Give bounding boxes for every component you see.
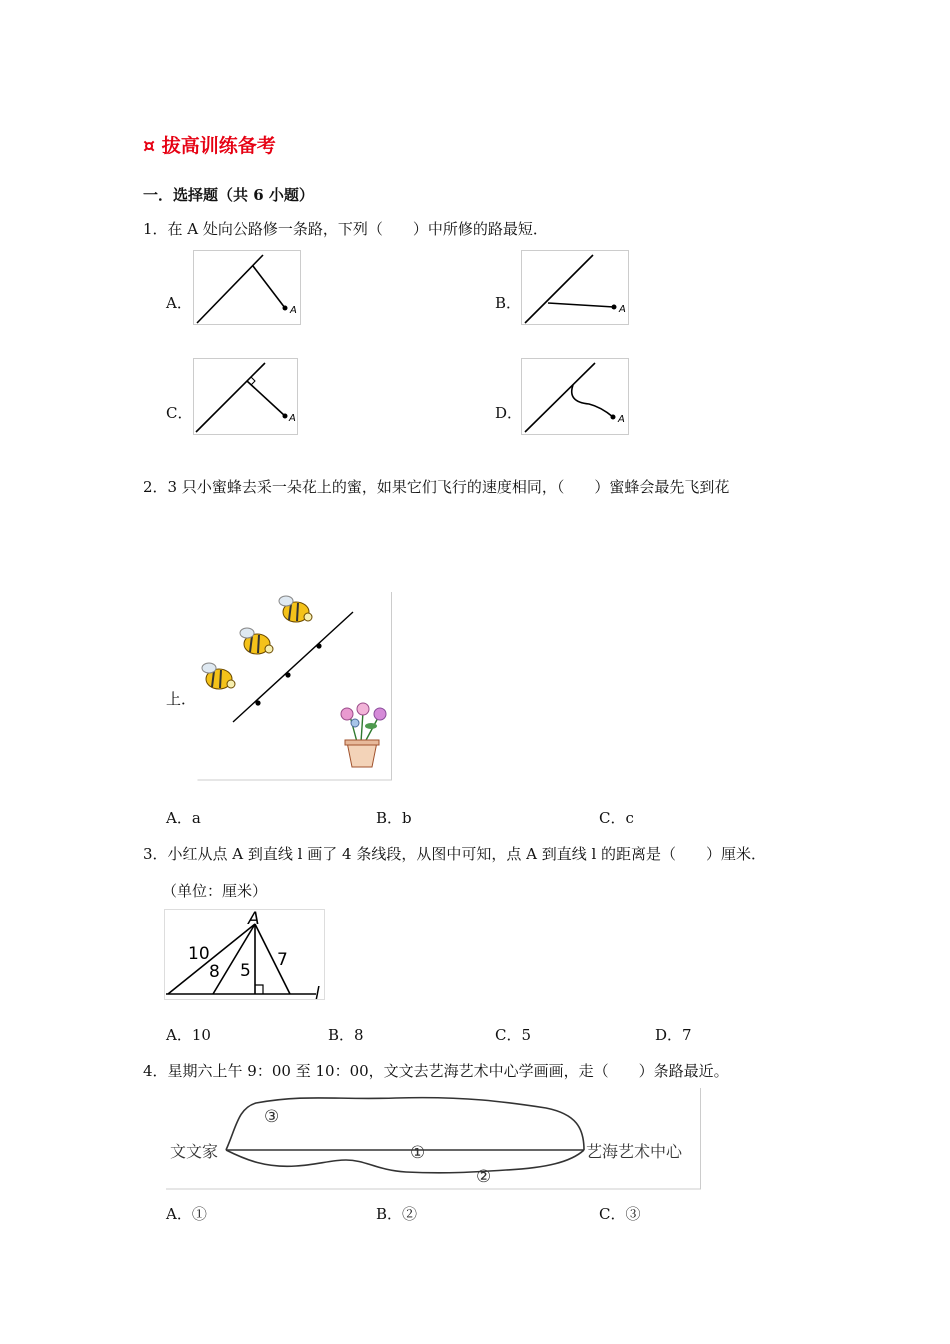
q2-stem: 2．3 只小蜜蜂去采一朵花上的蜜，如果它们飞行的速度相同，（ ）蜜蜂会最先飞到花: [143, 478, 730, 496]
q4-option-b[interactable]: B．②: [376, 1205, 418, 1223]
q3-unit: （单位：厘米）: [162, 882, 268, 900]
q3-option-b[interactable]: B．8: [328, 1026, 364, 1044]
q1-figure-a: [193, 250, 301, 325]
q2-option-b[interactable]: B．b: [376, 809, 412, 827]
q1-stem: 1．在 A 处向公路修一条路，下列（ ）中所修的路最短．: [143, 220, 548, 238]
q2-figure: [197, 592, 393, 782]
q4-route-1-label: ①: [410, 1143, 426, 1163]
bee-a-icon: [202, 663, 235, 689]
q3-option-d[interactable]: D．7: [655, 1026, 692, 1044]
q1-option-c[interactable]: C．: [166, 404, 193, 422]
q4-figure: [166, 1088, 703, 1190]
part-heading: 一．选择题（共 6 小题）: [143, 186, 314, 204]
bee-c-icon: [279, 596, 312, 622]
q1-point-d-label: A: [618, 414, 625, 425]
q3-point-a-label: A: [248, 909, 260, 929]
q3-stem: 3．小红从点 A 到直线 l 画了 4 条线段，从图中可知，点 A 到直线 l 的距离是（ ）厘米．: [143, 845, 767, 863]
q2-option-c[interactable]: C．c: [599, 809, 634, 827]
q3-seg-10-label: 10: [188, 944, 210, 964]
q4-start-label: 文文家: [170, 1142, 219, 1161]
q4-end-label: 艺海艺术中心: [586, 1142, 683, 1161]
q4-option-c[interactable]: C．③: [599, 1205, 641, 1223]
flower-pot-icon: [341, 703, 386, 767]
section-title: ¤ 拔高训练备考: [143, 135, 276, 157]
q1-option-b[interactable]: B．: [495, 294, 522, 312]
q2-stem-tail: 上．: [166, 690, 197, 708]
q3-line-l-label: l: [315, 984, 320, 1004]
q1-option-d[interactable]: D．: [495, 404, 523, 422]
q4-option-a[interactable]: A．①: [166, 1205, 207, 1223]
q3-figure: [164, 909, 326, 1004]
q1-option-a[interactable]: A．: [166, 294, 192, 312]
q1-point-a-label: A: [290, 305, 297, 316]
q3-option-c[interactable]: C．5: [495, 1026, 532, 1044]
q1-point-b-label: A: [619, 304, 626, 315]
q3-seg-7-label: 7: [277, 950, 288, 970]
q1-point-c-label: A: [289, 413, 296, 424]
q4-route-3-label: ③: [264, 1107, 280, 1127]
q2-option-a[interactable]: A．a: [166, 809, 201, 827]
q4-stem: 4．星期六上午 9：00 至 10：00，文文去艺海艺术中心学画画，走（ ）条路最近。: [143, 1062, 729, 1080]
q1-figure-c: [193, 358, 298, 435]
q1-figure-b: [521, 250, 629, 325]
q4-route-2-label: ②: [476, 1167, 492, 1187]
q3-seg-8-label: 8: [209, 962, 220, 982]
q3-option-a[interactable]: A．10: [166, 1026, 211, 1044]
q3-seg-5-label: 5: [240, 961, 251, 981]
bee-b-icon: [240, 628, 273, 654]
q1-figure-d: [521, 358, 629, 435]
